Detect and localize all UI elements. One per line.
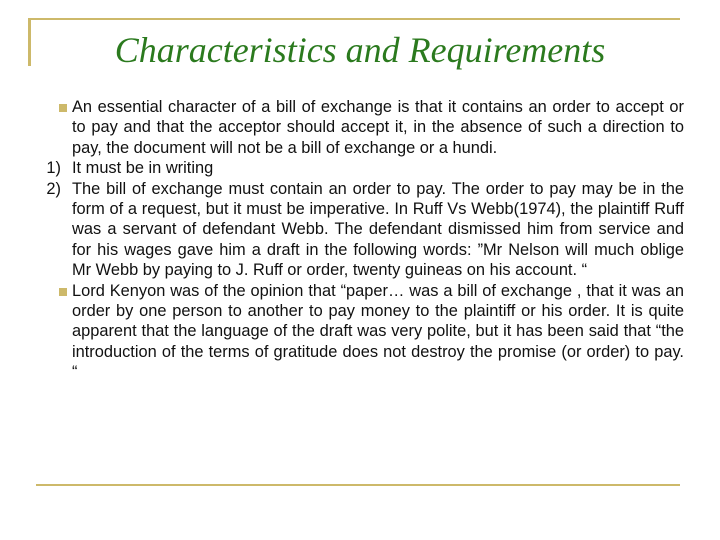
- list-item-3: [46, 179, 684, 281]
- list-item-text: An essential character of a bill of exchange is that it contains an order to accept or to pay and that the acceptor should accept it, in the absence of such a direction to pay, the document will not be a bill of exchange or a hundi.: [72, 98, 684, 157]
- content-list: [46, 97, 684, 383]
- square-bullet-icon: [59, 288, 67, 296]
- list-item-4: [72, 281, 684, 383]
- list-item-2: [46, 158, 684, 178]
- list-item-1: [72, 97, 684, 158]
- square-bullet-icon: [59, 104, 67, 112]
- slide-title: Characteristics and Requirements: [114, 30, 606, 70]
- bottom-divider: [36, 484, 680, 486]
- list-item-number: 2): [46, 179, 61, 198]
- list-item-text: Lord Kenyon was of the opinion that “paper… was a bill of exchange , that it was an order by one person to another to pay money to the plaintiff or his order. It is quite apparent that the language of the draft was very polite, but it has been said that “the introduction of the terms of gratitude does not destroy the promise (or order) to pay. “: [72, 281, 684, 382]
- list-item-text: It must be in writing: [72, 159, 214, 178]
- title-frame-top-rule: [28, 18, 680, 20]
- list-item-text: The bill of exchange must contain an order to pay. The order to pay may be in the form of a request, but it must be imperative. In Ruff Vs Webb(1974), the plaintiff Ruff was a servant of defendant Webb. The defendant dismissed him from service and for his wages gave him a draft in the following words: ”Mr Nelson will much oblige Mr Webb by paying to J. Ruff or order, twenty guineas on his account. “: [72, 179, 684, 280]
- list-item-number: 1): [46, 159, 61, 178]
